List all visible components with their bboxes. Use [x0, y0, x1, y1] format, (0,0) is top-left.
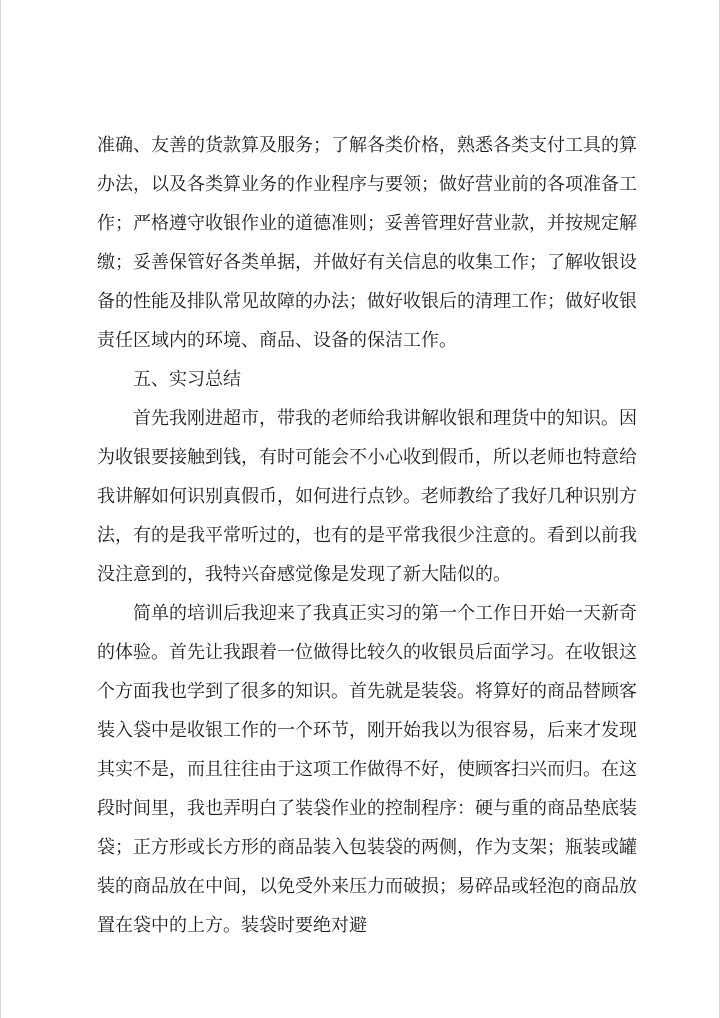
- section-heading-internship-summary: 五、实习总结: [133, 369, 241, 390]
- paragraph-counterfeit-training: 首先我刚进超市，带我的老师给我讲解收银和理货中的知识。因为收银要接触到钱，有时可能会不小心收到假币，所以老师也特意给我讲解如何识别真假币，如何进行点钞。老师教给了我好几种识别方法，有的是我平常听过的，也有的是平常我很少注意的。看到以前我没注意到的，我特兴奋感觉像是发现了新大陆似的。: [97, 408, 637, 585]
- document-body: [97, 126, 637, 945]
- paragraph-bagging-experience: 简单的培训后我迎来了我真正实习的第一个工作日开始一天新奇的体验。首先让我跟着一位做得比较久的收银员后面学习。在收银这个方面我也学到了很多的知识。首先就是装袋。将算好的商品替顾客装入袋中是收银工作的一个环节，刚开始我以为很容易，后来才发现其实不是，而且往往由于这项工作做得不好，使顾客扫兴而归。在这段时间里，我也弄明白了装袋作业的控制程序：硬与重的商品垫底装袋；正方形或长方形的商品装入包装袋的两侧，作为支架；瓶装或罐装的商品放在中间，以免受外来压力而破损；易碎品或轻泡的商品放置在袋中的上方。装袋时要绝对避: [97, 603, 637, 936]
- paragraph-duties: 准确、友善的货款算及服务；了解各类价格，熟悉各类支付工具的算办法，以及各类算业务的作业程序与要领；做好营业前的各项准备工作；严格遵守收银作业的道德准则；妥善管理好营业款，并按规定解缴；妥善保管好各类单据，并做好有关信息的收集工作；了解收银设备的性能及排队常见故障的办法；做好收银后的清理工作；做好收银责任区域内的环境、商品、设备的保洁工作。: [97, 135, 637, 351]
